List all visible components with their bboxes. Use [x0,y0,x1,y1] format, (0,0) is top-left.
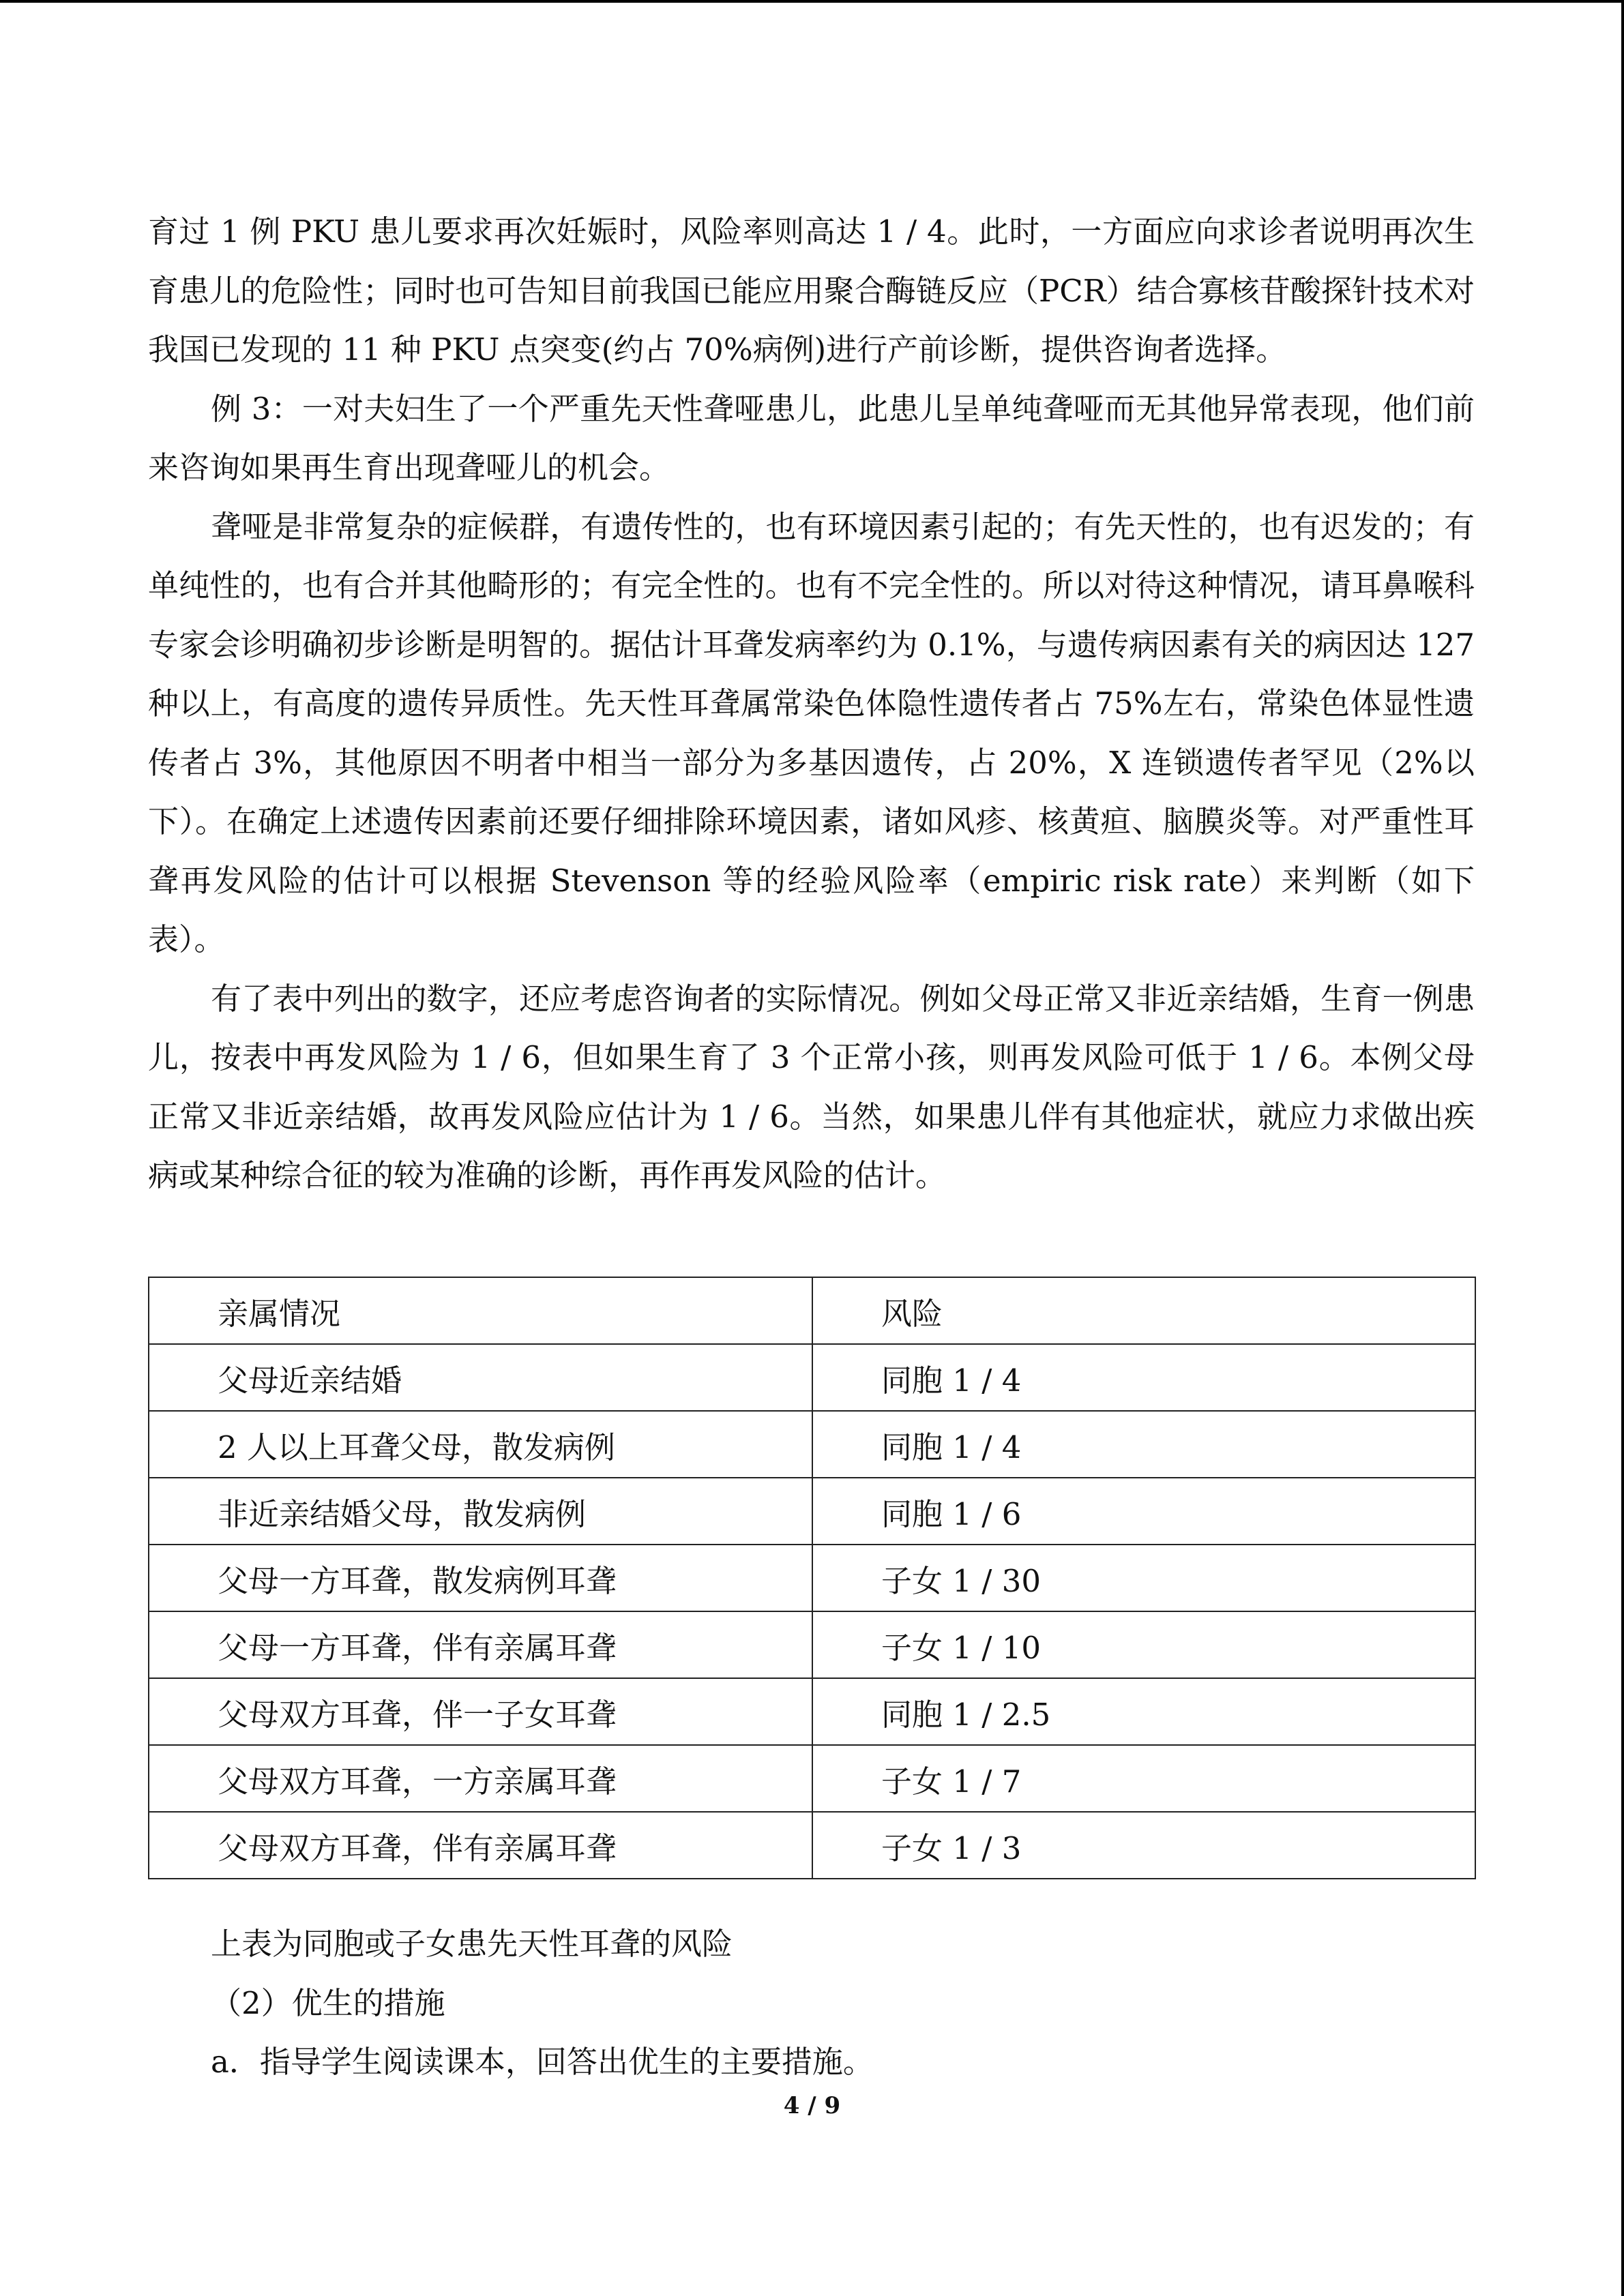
table-cell-relatives: 父母近亲结婚 [149,1344,812,1411]
table-cell-risk: 子女 1 / 3 [812,1812,1475,1879]
instruction-item-a: a．指导学生阅读课本，回答出优生的主要措施。 [211,2044,874,2080]
table-cell-relatives: 2 人以上耳聋父母，散发病例 [149,1411,812,1478]
table-row [149,1812,1475,1879]
table-header-row [149,1277,1475,1344]
table-row [149,1478,1475,1545]
post-table-text [148,1915,1475,2092]
table-cell-risk: 同胞 1 / 6 [812,1478,1475,1545]
paragraph-pku-continued: 育过 1 例 PKU 患儿要求再次妊娠时，风险率则高达 1 / 4。此时，一方面应向求诊者说明再次生育患儿的危险性；同时也可告知目前我国已能应用聚合酶链反应（PCR）结合寡核苷酸探针技术对我国已发现的 11 种 PKU 点突变(约占 70%病例)进行产前诊断，提供咨询者选择。 [148,213,1475,368]
table-cell-risk: 子女 1 / 7 [812,1745,1475,1812]
section-heading-eugenics-measures: （2）优生的措施 [211,1984,445,2021]
table-cell-relatives: 父母双方耳聋，伴一子女耳聋 [149,1678,812,1745]
table-caption: 上表为同胞或子女患先天性耳聋的风险 [211,1926,733,1962]
table-cell-relatives: 父母双方耳聋，伴有亲属耳聋 [149,1812,812,1879]
table-header-risk: 风险 [812,1277,1475,1344]
table-row [149,1611,1475,1678]
deafness-risk-table [148,1277,1476,1879]
table-cell-relatives: 父母一方耳聋，散发病例耳聋 [149,1545,812,1611]
table-row [149,1411,1475,1478]
table-row [149,1545,1475,1611]
page-border-right [1621,0,1624,2296]
table-cell-risk: 同胞 1 / 4 [812,1344,1475,1411]
paragraph-risk-consideration: 有了表中列出的数字，还应考虑咨询者的实际情况。例如父母正常又非近亲结婚，生育一例患儿，按表中再发风险为 1 / 6，但如果生育了 3 个正常小孩，则再发风险可低于 1 / 6。本例父母正常又非近亲结婚，故再发风险应估计为 1 / 6。当然，如果患儿伴有其他症状，就应力求做出疾病或某种综合征的较为准确的诊断，再作再发风险的估计。 [148,980,1475,1193]
paragraph-deafness-overview: 聋哑是非常复杂的症候群，有遗传性的，也有环境因素引起的；有先天性的，也有迟发的；有单纯性的，也有合并其他畸形的；有完全性的。也有不完全性的。所以对待这种情况，请耳鼻喉科专家会诊明确初步诊断是明智的。据估计耳聋发病率约为 0.1%，与遗传病因素有关的病因达 127 种以上，有高度的遗传异质性。先天性耳聋属常染色体隐性遗传者占 75%左右，常染色体显性遗传者占 3%，其他原因不明者中相当一部分为多基因遗传，占 20%，X 连锁遗传者罕见（2%以下）。在确定上述遗传因素前还要仔细排除环境因素，诸如风疹、核黄疸、脑膜炎等。对严重性耳聋再发风险的估计可以根据 Stevenson 等的经验风险率（empiric risk rate）来判断（如下表）。 [148,508,1475,957]
body-text [148,203,1475,1206]
page-border-top [0,0,1624,3]
table-cell-risk: 同胞 1 / 4 [812,1411,1475,1478]
table-cell-relatives: 非近亲结婚父母，散发病例 [149,1478,812,1545]
paragraph-example-3: 例 3：一对夫妇生了一个严重先天性聋哑患儿，此患儿呈单纯聋哑而无其他异常表现，他们前来咨询如果再生育出现聋哑儿的机会。 [148,390,1475,486]
page-number: 4 / 9 [783,2092,841,2119]
table-row [149,1344,1475,1411]
table-cell-relatives: 父母一方耳聋，伴有亲属耳聋 [149,1611,812,1678]
table-header-relatives: 亲属情况 [149,1277,812,1344]
table-row [149,1745,1475,1812]
table-cell-relatives: 父母双方耳聋，一方亲属耳聋 [149,1745,812,1812]
table-cell-risk: 子女 1 / 10 [812,1611,1475,1678]
table-cell-risk: 子女 1 / 30 [812,1545,1475,1611]
table-cell-risk: 同胞 1 / 2.5 [812,1678,1475,1745]
table-row [149,1678,1475,1745]
